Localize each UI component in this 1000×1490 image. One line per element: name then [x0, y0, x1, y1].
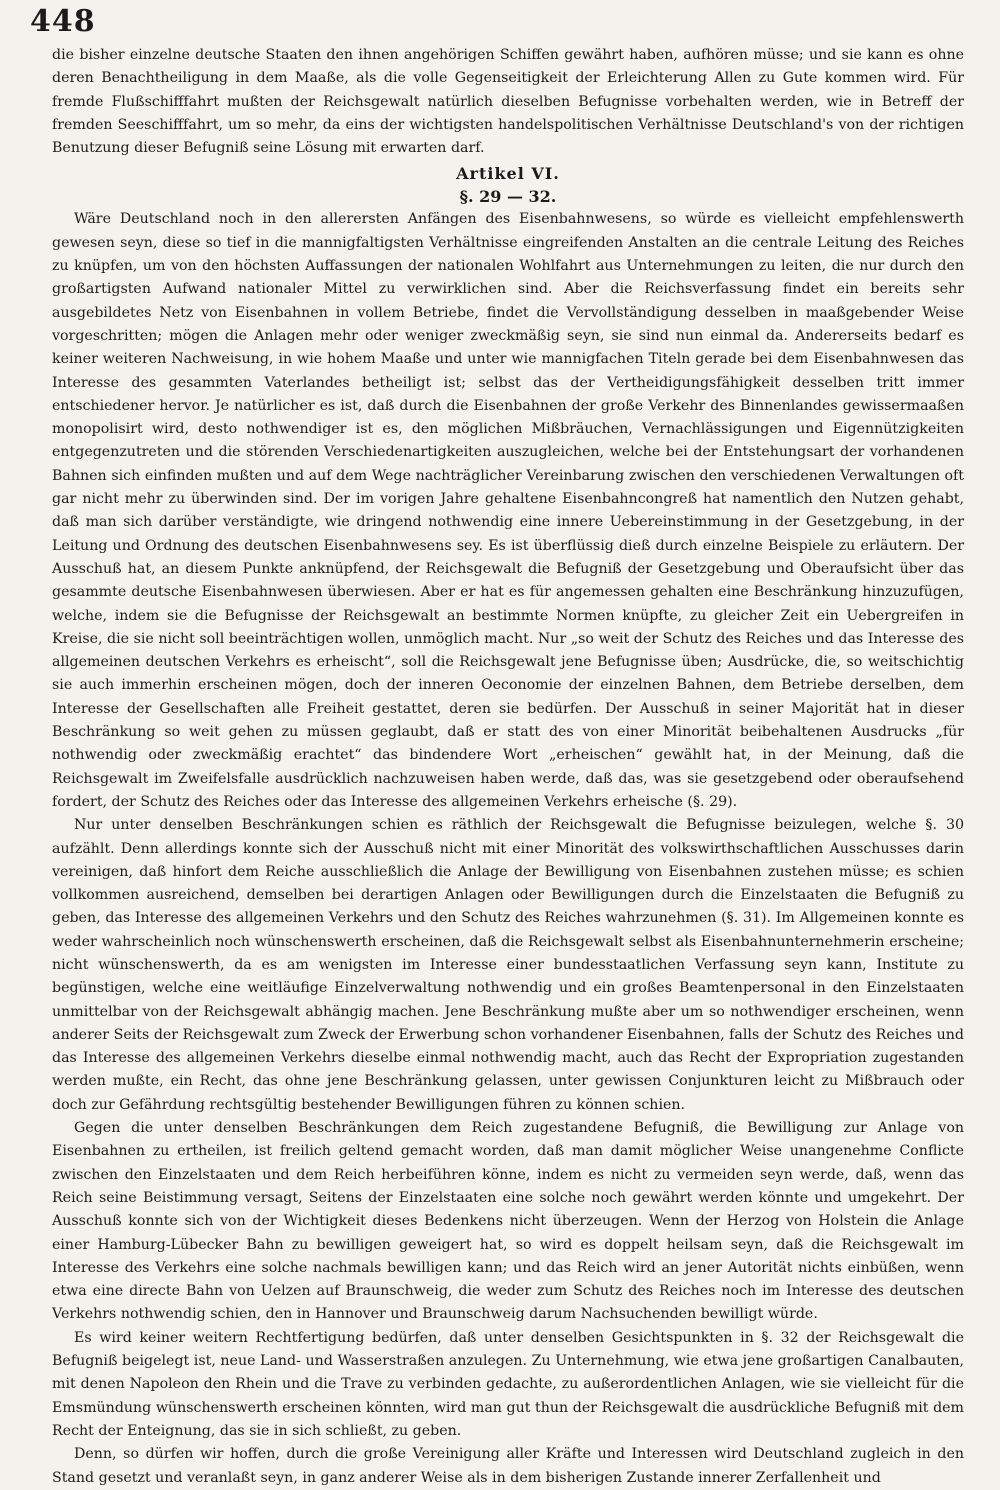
page-number: 448	[30, 4, 96, 39]
body-paragraph: Nur unter denselben Beschränkungen schien es räthlich der Reichsgewalt die Befugnisse beizulegen, welche §. 30 aufzählt. Denn allerdings konnte sich der Ausschuß nicht mit einer Minorität des volkswirthschaftlichen Ausschusses darin vereinigen, daß hinfort dem Reiche ausschließlich die Anlage der Bewilligung von Eisenbahnen zustehen müsse; es schien vollkommen ausreichend, demselben bei derartigen Anlagen oder Bewilligungen durch die Einzelstaaten die Befugniß zu geben, das Interesse des allgemeinen Verkehrs und den Schutz des Reiches wahrzunehmen (§. 31). Im Allgemeinen konnte es weder wahrscheinlich noch wünschenswerth erscheinen, daß die Reichsgewalt selbst als Eisenbahnunternehmerin erscheine; nicht wünschenswerth, da es am wenigsten im Interesse einer bundesstaatlichen Verfassung seyn kann, Institute zu begünstigen, welche eine weitläufige Einzelverwaltung nothwendig und ein großes Beamtenpersonal in den Einzelstaaten unmittelbar von der Reichsgewalt abhängig machen. Jene Beschränkung mußte aber um so nothwendiger erscheinen, wenn anderer Seits der Reichsgewalt zum Zweck der Erwerbung schon vorhandener Eisenbahnen, falls der Schutz des Reiches und das Interesse des allgemeinen Verkehrs dieselbe einmal nothwendig macht, auch das Recht der Expropriation zugestanden werden mußte, ein Recht, das ohne jene Beschränkung gelassen, unter gewissen Conjunkturen leicht zu Mißbrauch oder doch zur Gefährdung rechtsgültig bestehender Bewilligungen führen zu können schien.	[52, 817, 964, 1113]
section-heading: §. 29 — 32.	[459, 187, 557, 207]
article-heading: Artikel VI.	[456, 164, 560, 184]
body-paragraph: Wäre Deutschland noch in den allerersten Anfängen des Eisenbahnwesens, so würde es vielleicht empfehlenswerth gewesen seyn, diese so tief in die mannigfaltigsten Verhältnisse eingreifenden Anstalten an die centrale Leitung des Reiches zu knüpfen, um von den höchsten Auffassungen der nationalen Wohlfahrt aus Unternehmungen zu leiten, die nur durch den großartigsten Aufwand nationaler Mittel zu verwirklichen sind. Aber die Reichsverfassung findet ein bereits sehr ausgebildetes Netz von Eisenbahnen in vollem Betriebe, findet die Vervollständigung desselben in maaßgebender Weise vorgeschritten; mögen die Anlagen mehr oder weniger zweckmäßig seyn, sie sind nun einmal da. Andererseits bedarf es keiner weiteren Nachweisung, in wie hohem Maaße und unter wie mannigfachen Titeln gerade bei dem Eisenbahnwesen das Interesse des gesammten Vaterlandes betheiligt ist; selbst das der Vertheidigungsfähigkeit desselben tritt immer entschiedener hervor. Je natürlicher es ist, daß durch die Eisenbahnen der große Verkehr des Binnenlandes gewissermaaßen monopolisirt wird, desto nothwendiger ist es, den möglichen Mißbräuchen, Vernachlässigungen und Eigennützigkeiten entgegenzutreten und die störenden Verschiedenartigkeiten auszugleichen, welche bei der Entstehungsart der vorhandenen Bahnen sich einfinden mußten und auf dem Wege nachträglicher Vereinbarung zwischen den verschiedenen Verwaltungen oft gar nicht mehr zu überwinden sind. Der im vorigen Jahre gehaltene Eisenbahncongreß hat namentlich den Nutzen gehabt, daß man sich darüber verständigte, wie dringend nothwendig eine innere Uebereinstimmung in der Gesetzgebung, in der Leitung und Ordnung des deutschen Eisenbahnwesens sey. Es ist überflüssig dieß durch einzelne Beispiele zu erläutern. Der Ausschuß hat, an diesem Punkte anknüpfend, der Reichsgewalt die Befugniß der Gesetzgebung und Oberaufsicht über das gesammte deutsche Eisenbahnwesen überwiesen. Aber er hat es für angemessen gehalten eine Beschränkung hinzuzufügen, welche, indem sie die Befugnisse der Reichsgewalt an bestimmte Normen knüpfte, zu gleicher Zeit ein Uebergreifen in Kreise, die sie nicht soll beeinträchtigen wollen, unmöglich macht. Nur „so weit der Schutz des Reiches und das Interesse des allgemeinen deutschen Verkehrs es erheischt“, soll die Reichsgewalt jene Befugnisse üben; Ausdrücke, die, so weitschichtig sie auch immerhin erscheinen mögen, doch der inneren Oeconomie der einzelnen Bahnen, dem Betriebe derselben, dem Interesse der Gesellschaften alle Freiheit gestattet, deren sie bedürfen. Der Ausschuß in seiner Majorität hat in dieser Beschränkung so weit gehen zu müssen geglaubt, daß er statt des von einer Minorität beibehaltenen Ausdrucks „für nothwendig oder zweckmäßig erachtet“ das bindendere Wort „erheischen“ gewählt hat, in der Meinung, daß die Reichsgewalt im Zweifelsfalle ausdrücklich nachzuweisen haben werde, daß das, was sie gesetzgebend oder oberaufsehend fordert, der Schutz des Reiches oder das Interesse des allgemeinen Verkehrs erheische (§. 29).	[52, 211, 964, 810]
intro-paragraph: die bisher einzelne deutsche Staaten den ihnen angehörigen Schiffen gewährt haben, aufhören müsse; und sie kann es ohne deren Benachtheiligung in dem Maaße, als die volle Gegenseitigkeit der Erleichterung Allen zu Gute kommen wird. Für fremde Flußschifffahrt mußten der Reichsgewalt natürlich dieselben Befugnisse vorbehalten werden, wie in Betreff der fremden Seeschifffahrt, um so mehr, da eins der wichtigsten handelspolitischen Verhältnisse Deutschland's von der richtigen Benutzung dieser Befugniß seine Lösung mit erwarten darf.	[52, 47, 964, 157]
page-body	[52, 44, 964, 1490]
body-paragraph: Gegen die unter denselben Beschränkungen dem Reich zugestandene Befugniß, die Bewilligung zur Anlage von Eisenbahnen zu ertheilen, ist freilich geltend gemacht worden, daß man damit möglicher Weise unangenehme Conflicte zwischen den Einzelstaaten und dem Reich herbeiführen könne, indem es nicht zu vermeiden seyn werde, daß, wenn das Reich seine Beistimmung versagt, Seitens der Einzelstaaten eine solche noch gewährt werden könnte und umgekehrt. Der Ausschuß konnte sich von der Wichtigkeit dieses Bedenkens nicht überzeugen. Wenn der Herzog von Holstein die Anlage einer Hamburg-Lübecker Bahn zu bewilligen geweigert hat, so wird es doppelt heilsam seyn, daß die Reichsgewalt im Interesse des Verkehrs eine solche nachmals bewilligen kann; und das Reich wird an jener Autorität nichts einbüßen, wenn etwa eine directe Bahn von Uelzen auf Braunschweig, die weder zum Schutz des Reiches noch im Interesse des deutschen Verkehrs nothwendig schien, den in Hannover und Braunschweig darum Nachsuchenden bewilligt würde.	[52, 1120, 964, 1323]
body-paragraph: Denn, so dürfen wir hoffen, durch die große Vereinigung aller Kräfte und Interessen wird Deutschland zugleich in den Stand gesetzt und veranlaßt seyn, in ganz anderer Weise als in dem bisherigen Zustande innerer Zerfallenheit und	[52, 1446, 964, 1486]
body-paragraph: Es wird keiner weitern Rechtfertigung bedürfen, daß unter denselben Gesichtspunkten in §. 32 der Reichsgewalt die Befugniß beigelegt ist, neue Land- und Wasserstraßen anzulegen. Zu Unternehmung, wie etwa jene großartigen Canalbauten, mit denen Napoleon den Rhein und die Trave zu verbinden gedachte, zu außerordentlichen Anlagen, wie sie vielleicht für die Emsmündung wünschenswerth erscheinen könnten, wird man gut thun der Reichsgewalt die ausdrückliche Befugniß mit dem Recht der Enteignung, das sie in sich schließt, zu geben.	[52, 1329, 964, 1439]
